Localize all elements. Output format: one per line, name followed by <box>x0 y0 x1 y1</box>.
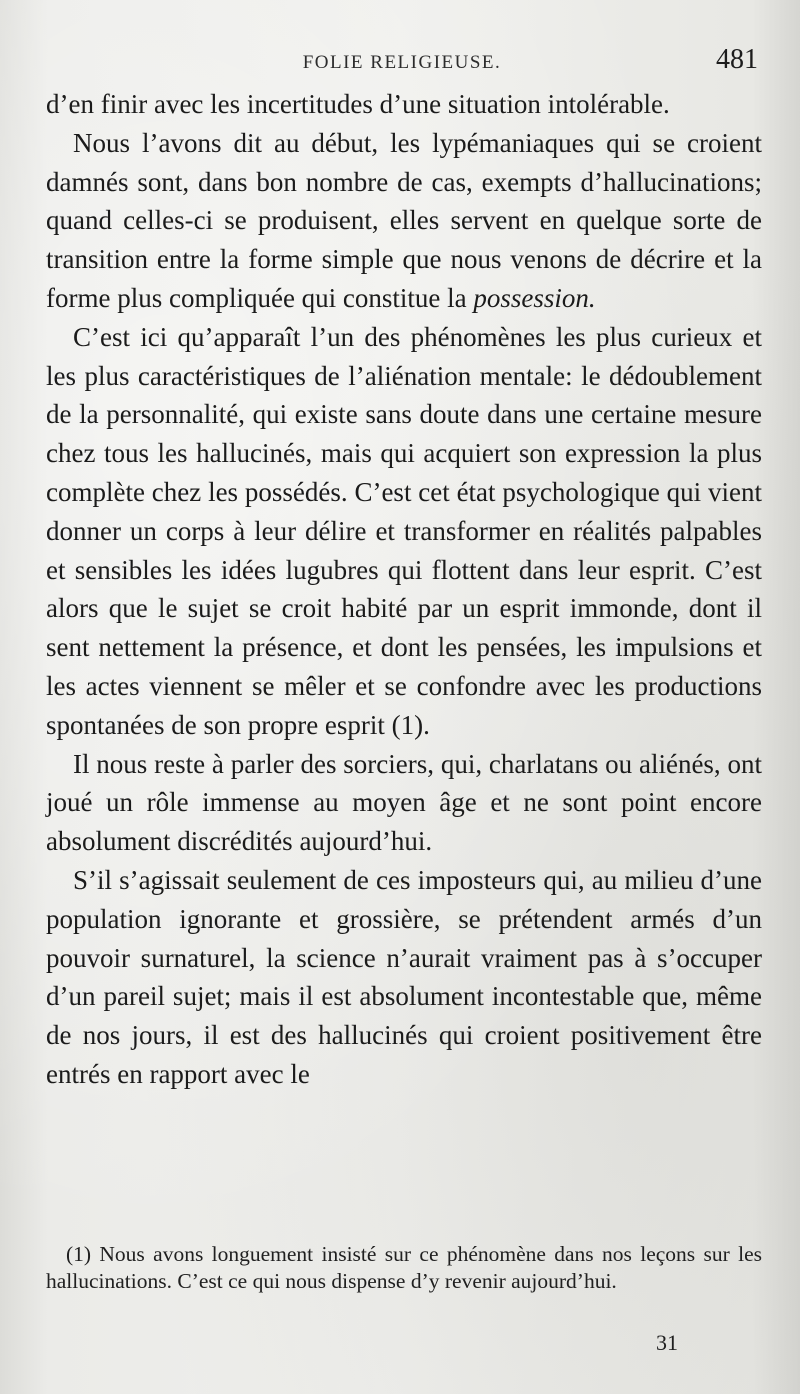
paragraph-continuation: d’en finir avec les incertitudes d’une situation intolérable. <box>46 89 670 119</box>
paragraph-possession-intro <box>46 124 762 318</box>
page-header <box>46 44 758 84</box>
paragraph-sorciers: Il nous reste à parler des sorciers, qui, charlatans ou aliénés, ont joué un rôle immense au moyen âge et ne sont point encore absolument discrédités aujourd’hui. <box>46 748 762 857</box>
paragraph-imposteurs: S’il s’agissait seulement de ces imposteurs qui, au milieu d’une population ignorante et grossière, se prétendent armés d’un pouvoir surnaturel, la science n’aurait vraiment pas à s’occuper d’un pareil sujet; mais il est absolument incontestable que, même de nos jours, il est des hallucinés qui croient positivement être entrés en rapport avec le <box>46 864 762 1089</box>
signature-mark: 31 <box>656 1330 678 1355</box>
body-text <box>46 85 762 1094</box>
paragraph-dedoublement: C’est ici qu’apparaît l’un des phénomènes les plus curieux et les plus caractéristiques de l’aliénation mentale: le dédoublement de la personnalité, qui existe sans doute dans une certaine mesure chez tous les hallucinés, mais qui acquiert son expression la plus complète chez les possédés. C’est cet état psychologique qui vient donner un corps à leur délire et transformer en réalités palpables et sensibles les idées lugubres qui flottent dans leur esprit. C’est alors que le sujet se croit habité par un esprit immonde, dont il sent nettement la présence, et dont les pensées, les impulsions et les actes viennent se mêler et se confondre avec les productions spontanées de son propre esprit (1). <box>46 321 762 740</box>
running-title: FOLIE RELIGIEUSE. <box>302 52 502 73</box>
emphasis-possession: possession. <box>473 282 596 313</box>
footnote: (1) Nous avons longuement insisté sur ce phénomène dans nos leçons sur les hallucinations. C’est ce qui nous dispense d’y revenir aujourd’hui. <box>46 1242 762 1293</box>
paragraph-text: Nous l’avons dit au début, les lypémaniaques qui se croient damnés sont, dans bon nombre de cas, exempts d’hallucinations; quand celles-ci se produisent, elles servent en quelque sorte de transition entre la forme simple que nous venons de décrire et la forme plus compliquée qui constitue la <box>46 127 762 313</box>
page-number: 481 <box>716 44 758 75</box>
